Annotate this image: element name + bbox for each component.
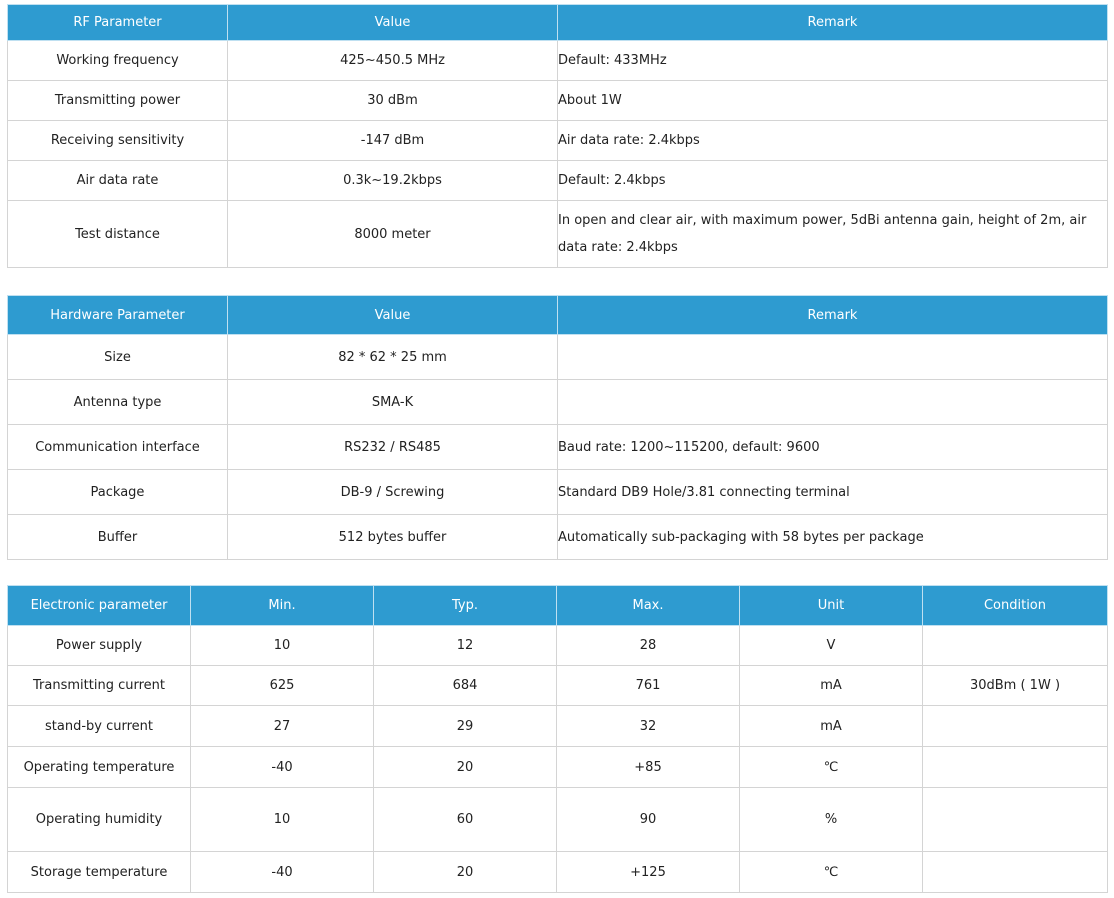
condition-cell [923, 788, 1108, 852]
header-typ: Typ. [374, 586, 557, 626]
table-row [8, 626, 1108, 666]
rf-parameter-table [7, 4, 1108, 268]
header-min: Min. [191, 586, 374, 626]
unit-cell: mA [740, 666, 923, 706]
header-condition: Condition [923, 586, 1108, 626]
param-cell: Buffer [8, 515, 228, 560]
unit-cell: % [740, 788, 923, 852]
header-hardware-parameter: Hardware Parameter [8, 296, 228, 335]
value-cell: 425~450.5 MHz [228, 41, 558, 81]
table-row [8, 425, 1108, 470]
param-cell: Transmitting current [8, 666, 191, 706]
typ-cell: 29 [374, 706, 557, 747]
table-row [8, 706, 1108, 747]
table-row [8, 121, 1108, 161]
header-unit: Unit [740, 586, 923, 626]
hardware-parameter-table [7, 295, 1108, 560]
table-row [8, 515, 1108, 560]
param-cell: Operating humidity [8, 788, 191, 852]
condition-cell [923, 747, 1108, 788]
param-cell: Transmitting power [8, 81, 228, 121]
typ-cell: 12 [374, 626, 557, 666]
unit-cell: ℃ [740, 747, 923, 788]
table-header-row [8, 586, 1108, 626]
table-row [8, 666, 1108, 706]
table-row [8, 335, 1108, 380]
unit-cell: ℃ [740, 852, 923, 893]
table-row [8, 747, 1108, 788]
condition-cell [923, 706, 1108, 747]
electronic-parameter-table [7, 585, 1108, 893]
min-cell: 625 [191, 666, 374, 706]
max-cell: 32 [557, 706, 740, 747]
typ-cell: 20 [374, 852, 557, 893]
table-row [8, 41, 1108, 81]
header-remark: Remark [558, 5, 1108, 41]
table-row [8, 470, 1108, 515]
value-cell: RS232 / RS485 [228, 425, 558, 470]
param-cell: Operating temperature [8, 747, 191, 788]
value-cell: 512 bytes buffer [228, 515, 558, 560]
typ-cell: 20 [374, 747, 557, 788]
value-cell: SMA-K [228, 380, 558, 425]
param-cell: Working frequency [8, 41, 228, 81]
param-cell: Receiving sensitivity [8, 121, 228, 161]
param-cell: Storage temperature [8, 852, 191, 893]
header-remark: Remark [558, 296, 1108, 335]
param-cell: Communication interface [8, 425, 228, 470]
param-cell: Antenna type [8, 380, 228, 425]
table-header-row [8, 5, 1108, 41]
param-cell: Power supply [8, 626, 191, 666]
max-cell: +125 [557, 852, 740, 893]
value-cell: 0.3k~19.2kbps [228, 161, 558, 201]
remark-cell: About 1W [558, 81, 1108, 121]
table-row [8, 161, 1108, 201]
condition-cell: 30dBm ( 1W ) [923, 666, 1108, 706]
remark-cell [558, 335, 1108, 380]
min-cell: 10 [191, 788, 374, 852]
param-cell: Package [8, 470, 228, 515]
value-cell: 82 * 62 * 25 mm [228, 335, 558, 380]
value-cell: 8000 meter [228, 201, 558, 268]
param-cell: Test distance [8, 201, 228, 268]
table-row [8, 380, 1108, 425]
value-cell: 30 dBm [228, 81, 558, 121]
remark-cell: Automatically sub-packaging with 58 bytes per package [558, 515, 1108, 560]
value-cell: -147 dBm [228, 121, 558, 161]
remark-cell: Default: 433MHz [558, 41, 1108, 81]
param-cell: Air data rate [8, 161, 228, 201]
param-cell: stand-by current [8, 706, 191, 747]
max-cell: +85 [557, 747, 740, 788]
max-cell: 28 [557, 626, 740, 666]
unit-cell: V [740, 626, 923, 666]
remark-cell: Standard DB9 Hole/3.81 connecting terminal [558, 470, 1108, 515]
max-cell: 761 [557, 666, 740, 706]
param-cell: Size [8, 335, 228, 380]
min-cell: 27 [191, 706, 374, 747]
header-value: Value [228, 5, 558, 41]
remark-cell [558, 380, 1108, 425]
remark-cell: In open and clear air, with maximum power, 5dBi antenna gain, height of 2m, air data rate: 2.4kbps [558, 201, 1108, 268]
table-header-row [8, 296, 1108, 335]
condition-cell [923, 852, 1108, 893]
remark-cell: Baud rate: 1200~115200, default: 9600 [558, 425, 1108, 470]
header-value: Value [228, 296, 558, 335]
remark-cell: Default: 2.4kbps [558, 161, 1108, 201]
table-row [8, 852, 1108, 893]
min-cell: 10 [191, 626, 374, 666]
header-electronic-parameter: Electronic parameter [8, 586, 191, 626]
remark-cell: Air data rate: 2.4kbps [558, 121, 1108, 161]
header-rf-parameter: RF Parameter [8, 5, 228, 41]
min-cell: -40 [191, 747, 374, 788]
value-cell: DB-9 / Screwing [228, 470, 558, 515]
unit-cell: mA [740, 706, 923, 747]
table-row [8, 81, 1108, 121]
table-row [8, 788, 1108, 852]
typ-cell: 684 [374, 666, 557, 706]
header-max: Max. [557, 586, 740, 626]
min-cell: -40 [191, 852, 374, 893]
typ-cell: 60 [374, 788, 557, 852]
table-row [8, 201, 1108, 268]
condition-cell [923, 626, 1108, 666]
max-cell: 90 [557, 788, 740, 852]
